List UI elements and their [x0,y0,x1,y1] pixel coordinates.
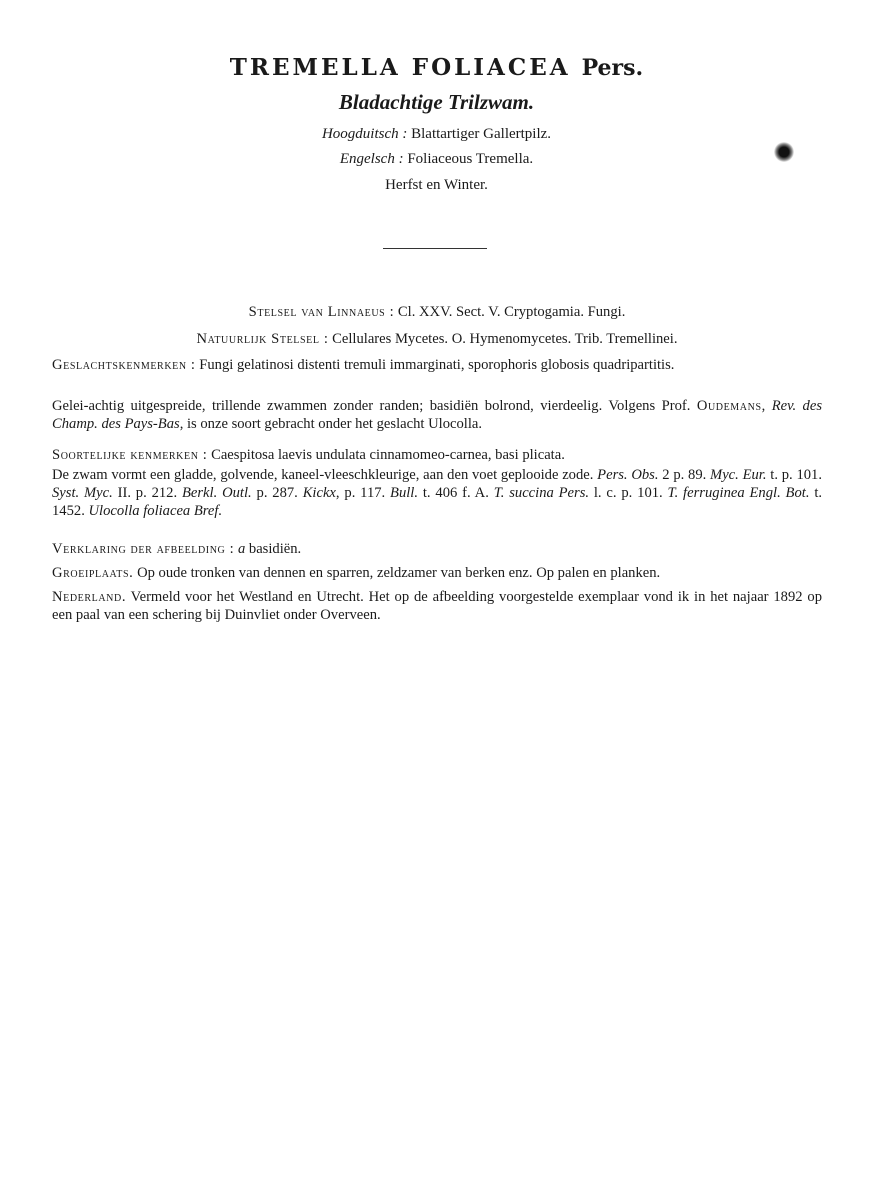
species-text: Caespitosa laevis undulata cinnamomeo-carnea, basi plicata. [211,447,565,463]
oudemans-reference: Rev. des Champ. des Pays-Bas [52,398,823,432]
divider-rule [383,248,487,249]
ref-berkl: Berkl. Outl. [181,485,252,501]
natural-label: Natuurlijk Stelsel : [196,331,329,347]
ink-spot [774,142,794,162]
explanation-label: Verklaring der afbeelding : [52,541,235,557]
explanation-text: basidiën. [248,541,302,557]
species-title [0,54,873,81]
ref-6: t. 406 f. A. [422,485,489,501]
ref-8: t. 1452. [52,485,823,519]
english-name: Foliaceous Tremella. [407,151,534,167]
nl-text: Vermeld voor het Westland en Utrecht. Het op de afbeelding voorgestelde exemplaar vond ik in het najaar 1892 op een paal van een schering bij Duinvliet onder Overveen. [52,589,823,623]
genus-text: Fungi gelatinosi distenti tremuli immarginati, sporophoris globosis quadripartitis. [199,357,675,373]
linnaeus-label: Stelsel van Linnaeus : [248,304,395,320]
ref-myc-eur: Myc. Eur. [710,467,767,483]
habitat-label: Groeiplaats. [52,565,134,581]
ref-4: p. 287. [256,485,298,501]
ref-succina: T. succina Pers. [493,485,590,501]
genus-dutch-description: Gelei-achtig uitgespreide, trillende zwammen zonder randen; basidiën bolrond, vierdeelig. Volgens Prof. Oudemans, Rev. des Champ. des Pays-Bas, is onze soort gebracht onder het geslacht Ulocolla. [52,398,823,432]
ref-1: 2 p. 89. [662,467,707,483]
ref-ulocolla: Ulocolla foliacea Bref. [88,503,223,519]
explanation-a: a [237,541,246,557]
oudemans-name: Oudemans [696,398,762,414]
genus-dutch-2: , is onze soort gebracht onder het geslacht Ulocolla. [179,416,483,432]
species-label: Soortelijke kenmerken : [52,447,208,463]
linnaeus-system [52,303,822,321]
german-name-line [0,126,873,143]
genus-label: Geslachtskenmerken : [52,357,196,373]
genus-dutch-1: Gelei-achtig uitgespreide, trillende zwammen zonder randen; basidiën bolrond, vierdeelig. Volgens Prof. [52,398,691,414]
description-text: De zwam vormt een gladde, golvende, kaneel-vleeschkleurige, aan den voet geplooide zode. [52,467,594,483]
german-name: Blattartiger Gallertpilz. [411,126,552,142]
ref-bull: Bull. [390,485,419,501]
german-label: Hoogduitsch : [321,126,408,142]
ref-pers: Pers. Obs. [597,467,659,483]
ref-7: l. c. p. 101. [593,485,663,501]
season-line: Herfst en Winter. [385,177,488,193]
species-characteristics [52,446,822,464]
english-label: Engelsch : [339,151,404,167]
habitat-text: Op oude tronken van dennen en sparren, zeldzamer van berken enz. Op palen en planken. [137,565,661,581]
species-description [52,466,822,520]
dutch-name: Bladachtige Trilzwam. [338,90,535,114]
habitat [52,564,822,582]
title-author: Pers. [581,55,644,81]
linnaeus-text: Cl. XXV. Sect. V. Cryptogamia. Fungi. [397,304,626,320]
ref-kickx: Kickx [302,485,336,501]
figure-explanation [52,540,822,558]
genus-characteristics [52,356,822,374]
ref-syst: Syst. Myc. [52,485,113,501]
ref-5: , p. 117. [335,485,386,501]
natural-system [52,330,822,348]
title-main: TREMELLA FOLIACEA [229,54,571,81]
natural-text: Cellulares Mycetes. O. Hymenomycetes. Trib. Tremellinei. [332,331,678,347]
nl-label: Nederland. [52,589,127,605]
ref-2: t. p. 101. [770,467,822,483]
ref-ferruginea: T. ferruginea Engl. Bot. [667,485,810,501]
netherlands-distribution [52,588,822,624]
english-name-line [0,151,873,168]
ref-3: II. p. 212. [117,485,178,501]
